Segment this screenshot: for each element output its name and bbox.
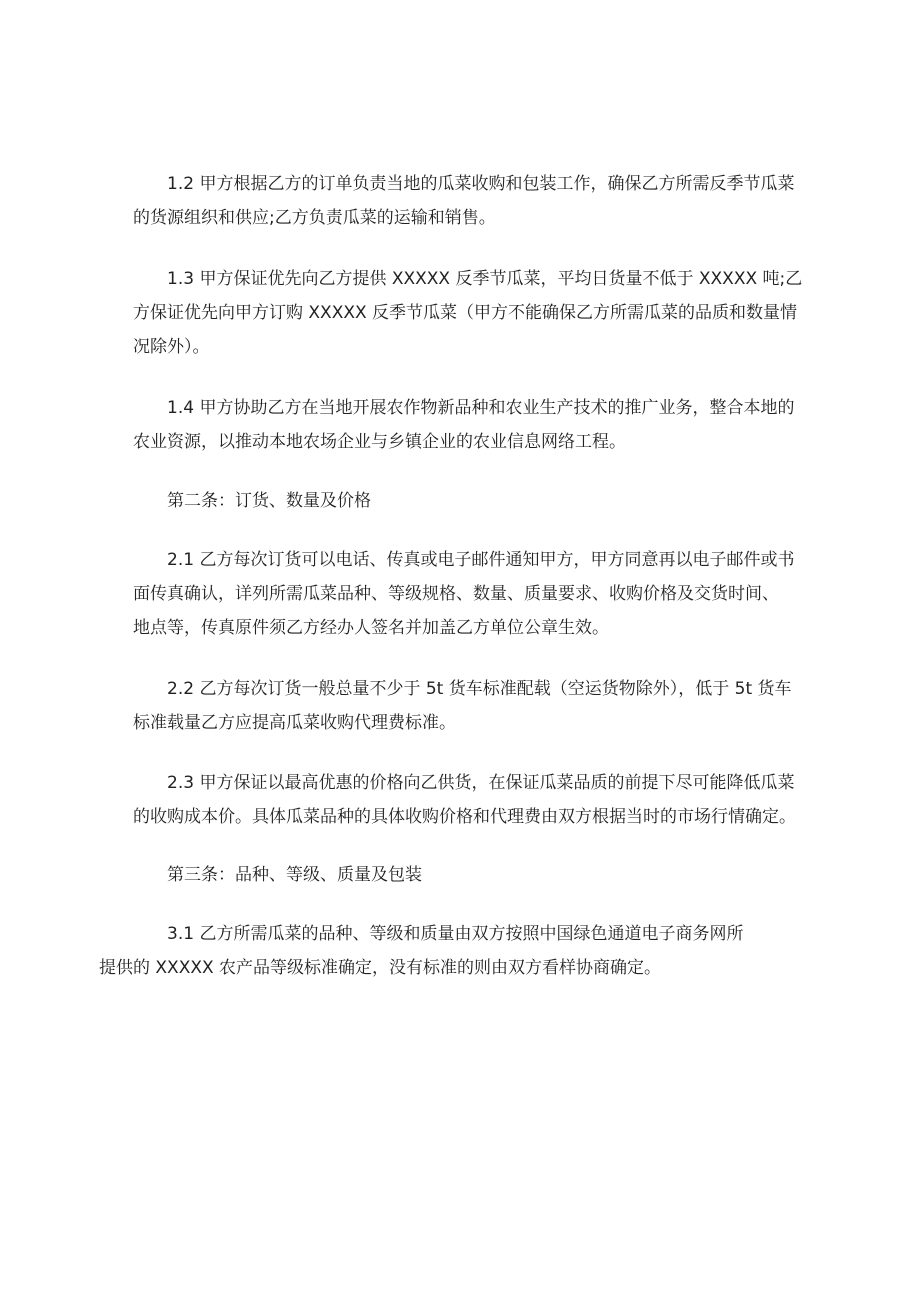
paragraph-line: 地点等，传真原件须乙方经办人签名并加盖乙方单位公章生效。 — [133, 618, 609, 638]
paragraph-3-1 — [99, 917, 793, 985]
paragraph-line: 面传真确认，详列所需瓜菜品种、等级规格、数量、质量要求、收购价格及交货时间、 — [133, 584, 779, 604]
paragraph-line: 2.3 甲方保证以最高优惠的价格向乙供货，在保证瓜菜品质的前提下尽可能降低瓜菜 — [167, 773, 795, 793]
paragraph-line: 况除外）。 — [133, 337, 210, 357]
section-3-heading: 第三条：品种、等级、质量及包装 — [167, 865, 422, 885]
paragraph-line: 标准载量乙方应提高瓜菜收购代理费标准。 — [133, 713, 456, 733]
paragraph-2-2 — [133, 672, 793, 740]
paragraph-line: 农业资源，以推动本地农场企业与乡镇企业的农业信息网络工程。 — [133, 432, 626, 452]
paragraph-1-4 — [133, 391, 793, 459]
paragraph-2-3 — [133, 766, 796, 834]
paragraph-line: 1.4 甲方协助乙方在当地开展农作物新品种和农业生产技术的推广业务，整合本地的 — [167, 398, 795, 418]
paragraph-line: 1.2 甲方根据乙方的订单负责当地的瓜菜收购和包装工作，确保乙方所需反季节瓜菜 — [167, 174, 795, 194]
paragraph-line: 方保证优先向甲方订购 XXXXX 反季节瓜菜（甲方不能确保乙方所需瓜菜的品质和数量情 — [133, 303, 798, 323]
paragraph-line: 1.3 甲方保证优先向乙方提供 XXXXX 反季节瓜菜，平均日货量不低于 XXXXX 吨;乙 — [167, 269, 803, 289]
section-2-heading: 第二条：订货、数量及价格 — [167, 491, 371, 511]
paragraph-line: 2.1 乙方每次订货可以电话、传真或电子邮件通知甲方，甲方同意再以电子邮件或书 — [167, 550, 795, 570]
paragraph-line: 提供的 XXXXX 农产品等级标准确定，没有标准的则由双方看样协商确定。 — [99, 958, 662, 978]
paragraph-1-2 — [133, 167, 793, 235]
paragraph-2-1 — [133, 543, 793, 645]
paragraph-line: 的收购成本价。具体瓜菜品种的具体收购价格和代理费由双方根据当时的市场行情确定。 — [133, 807, 796, 827]
paragraph-line: 3.1 乙方所需瓜菜的品种、等级和质量由双方按照中国绿色通道电子商务网所 — [167, 924, 744, 944]
paragraph-1-3 — [133, 262, 803, 364]
paragraph-line: 的货源组织和供应;乙方负责瓜菜的运输和销售。 — [133, 208, 496, 228]
paragraph-line: 2.2 乙方每次订货一般总量不少于 5t 货车标准配载（空运货物除外），低于 5t 货车 — [167, 679, 792, 699]
